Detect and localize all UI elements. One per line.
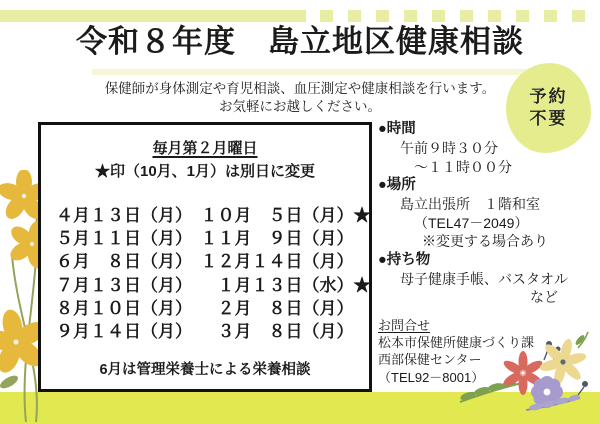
items-value: など (530, 289, 558, 305)
items-value: 母子健康手帳、バスタオル (400, 270, 568, 287)
place-label: ●場所 (378, 177, 416, 193)
contact-label: お問合せ (378, 317, 431, 333)
details-panel (378, 116, 596, 386)
schedule-row: ８月１０日（月） ２月 ８日（月） (56, 298, 354, 318)
place-value: 島立出張所 １階和室 (400, 196, 540, 212)
schedule-box (38, 122, 372, 392)
schedule-row: ４月１３日（月） １０月 ５日（月）★ (56, 206, 371, 225)
place-note: ※変更する場合あり (422, 233, 548, 249)
schedule-row: ５月１１日（月） １１月 ９日（月） (56, 229, 354, 249)
contact-phone: （TEL92－8001） (378, 369, 485, 385)
time-value: ～１１時００分 (414, 158, 512, 175)
badge-line-2: 不要 (529, 109, 568, 128)
contact-org: 松本市保健所健康づくり課 (378, 334, 535, 350)
page-title: 令和８年度 島立地区健康相談 (76, 24, 524, 59)
schedule-rows (41, 204, 369, 343)
schedule-heading: 毎月第２月曜日 (152, 140, 258, 157)
time-value: 午前９時３０分 (400, 140, 498, 156)
subtitle-line-2: お気軽にお越しください。 (219, 99, 381, 114)
subtitle-line-1: 保健師が身体測定や育児相談、血圧測定や健康相談を行います。 (104, 81, 496, 96)
schedule-row: ９月１４日（月） ３月 ８日（月） (56, 322, 354, 342)
schedule-row: ６月 ８日（月） １２月１４日（月） (56, 252, 354, 272)
contact-center: 西部保健センター (378, 352, 482, 367)
items-label: ●持ち物 (378, 251, 431, 268)
badge-line-1: 予約 (529, 87, 568, 106)
schedule-subheading: ★印（10月、1月）は別日に変更 (94, 163, 316, 180)
schedule-row: ７月１３日（月） １月１３日（水）★ (56, 275, 371, 295)
schedule-note: 6月は管理栄養士による栄養相談 (99, 362, 311, 378)
title-highlight-underline (92, 69, 532, 75)
place-phone: （TEL47－2049） (414, 214, 529, 231)
contact-block (378, 317, 596, 387)
time-label: ●時間 (378, 121, 416, 137)
